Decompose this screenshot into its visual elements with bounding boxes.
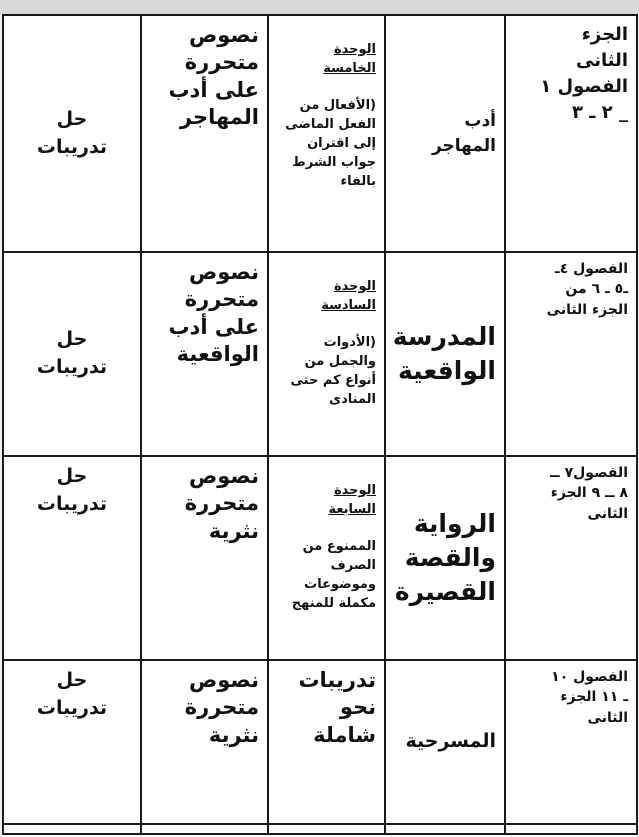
unit-cell (268, 15, 385, 252)
unit-description: (الأدوات والجمل من أنواع كم حتى المنادى (290, 335, 376, 407)
unit-name: الوحدة السادسة (321, 278, 376, 313)
drills-cell: حل تدريبات (3, 660, 141, 824)
unit-cell (268, 456, 385, 660)
empty-cell (268, 824, 385, 834)
texts-cell: نصوص متحررة نثرية (141, 660, 268, 824)
empty-cell (3, 824, 141, 834)
drills-cell: حل تدريبات (3, 15, 141, 252)
curriculum-table (2, 14, 638, 835)
table-row (3, 252, 637, 456)
curriculum-table-container (2, 14, 636, 837)
literature-cell: أدب المهاجر (385, 15, 505, 252)
unit-name: الوحدة السابعة (328, 482, 376, 517)
unit-description: (الأفعال من الفعل الماضى إلى اقتران جواب الشرط بالفاء (285, 98, 376, 189)
table-row (3, 15, 637, 252)
unit-description: الممنوع من الصرف وموضوعات مكملة للمنهج (291, 539, 376, 611)
empty-cell (141, 824, 268, 834)
literature-cell: المسرحية (385, 660, 505, 824)
drills-cell: حل تدريبات (3, 456, 141, 660)
texts-cell: نصوص متحررة على أدب الواقعية (141, 252, 268, 456)
table-row (3, 824, 637, 834)
empty-cell (505, 824, 637, 834)
literature-cell: الرواية والقصة القصيرة (385, 456, 505, 660)
texts-cell: نصوص متحررة نثرية (141, 456, 268, 660)
table-row (3, 660, 637, 824)
texts-cell: نصوص متحررة على أدب المهاجر (141, 15, 268, 252)
part-cell: الجزء الثانى الفصول ١ _ ٢ ـ ٣ (505, 15, 637, 252)
top-margin (0, 0, 639, 14)
part-cell: الفصول ٤ـ ـ٥ ـ ٦ من الجزء الثانى (505, 252, 637, 456)
literature-cell: المدرسة الواقعية (385, 252, 505, 456)
drills-cell: حل تدريبات (3, 252, 141, 456)
table-row (3, 456, 637, 660)
unit-cell (268, 252, 385, 456)
part-cell: الفصول٧ ــ ٨ ــ ٩ الجزء الثانى (505, 456, 637, 660)
unit-cell: تدريبات نحو شاملة (268, 660, 385, 824)
part-cell: الفصول ١٠ ـ ١١ الجزء الثانى (505, 660, 637, 824)
empty-cell (385, 824, 505, 834)
unit-name: الوحدة الخامسة (323, 41, 376, 76)
